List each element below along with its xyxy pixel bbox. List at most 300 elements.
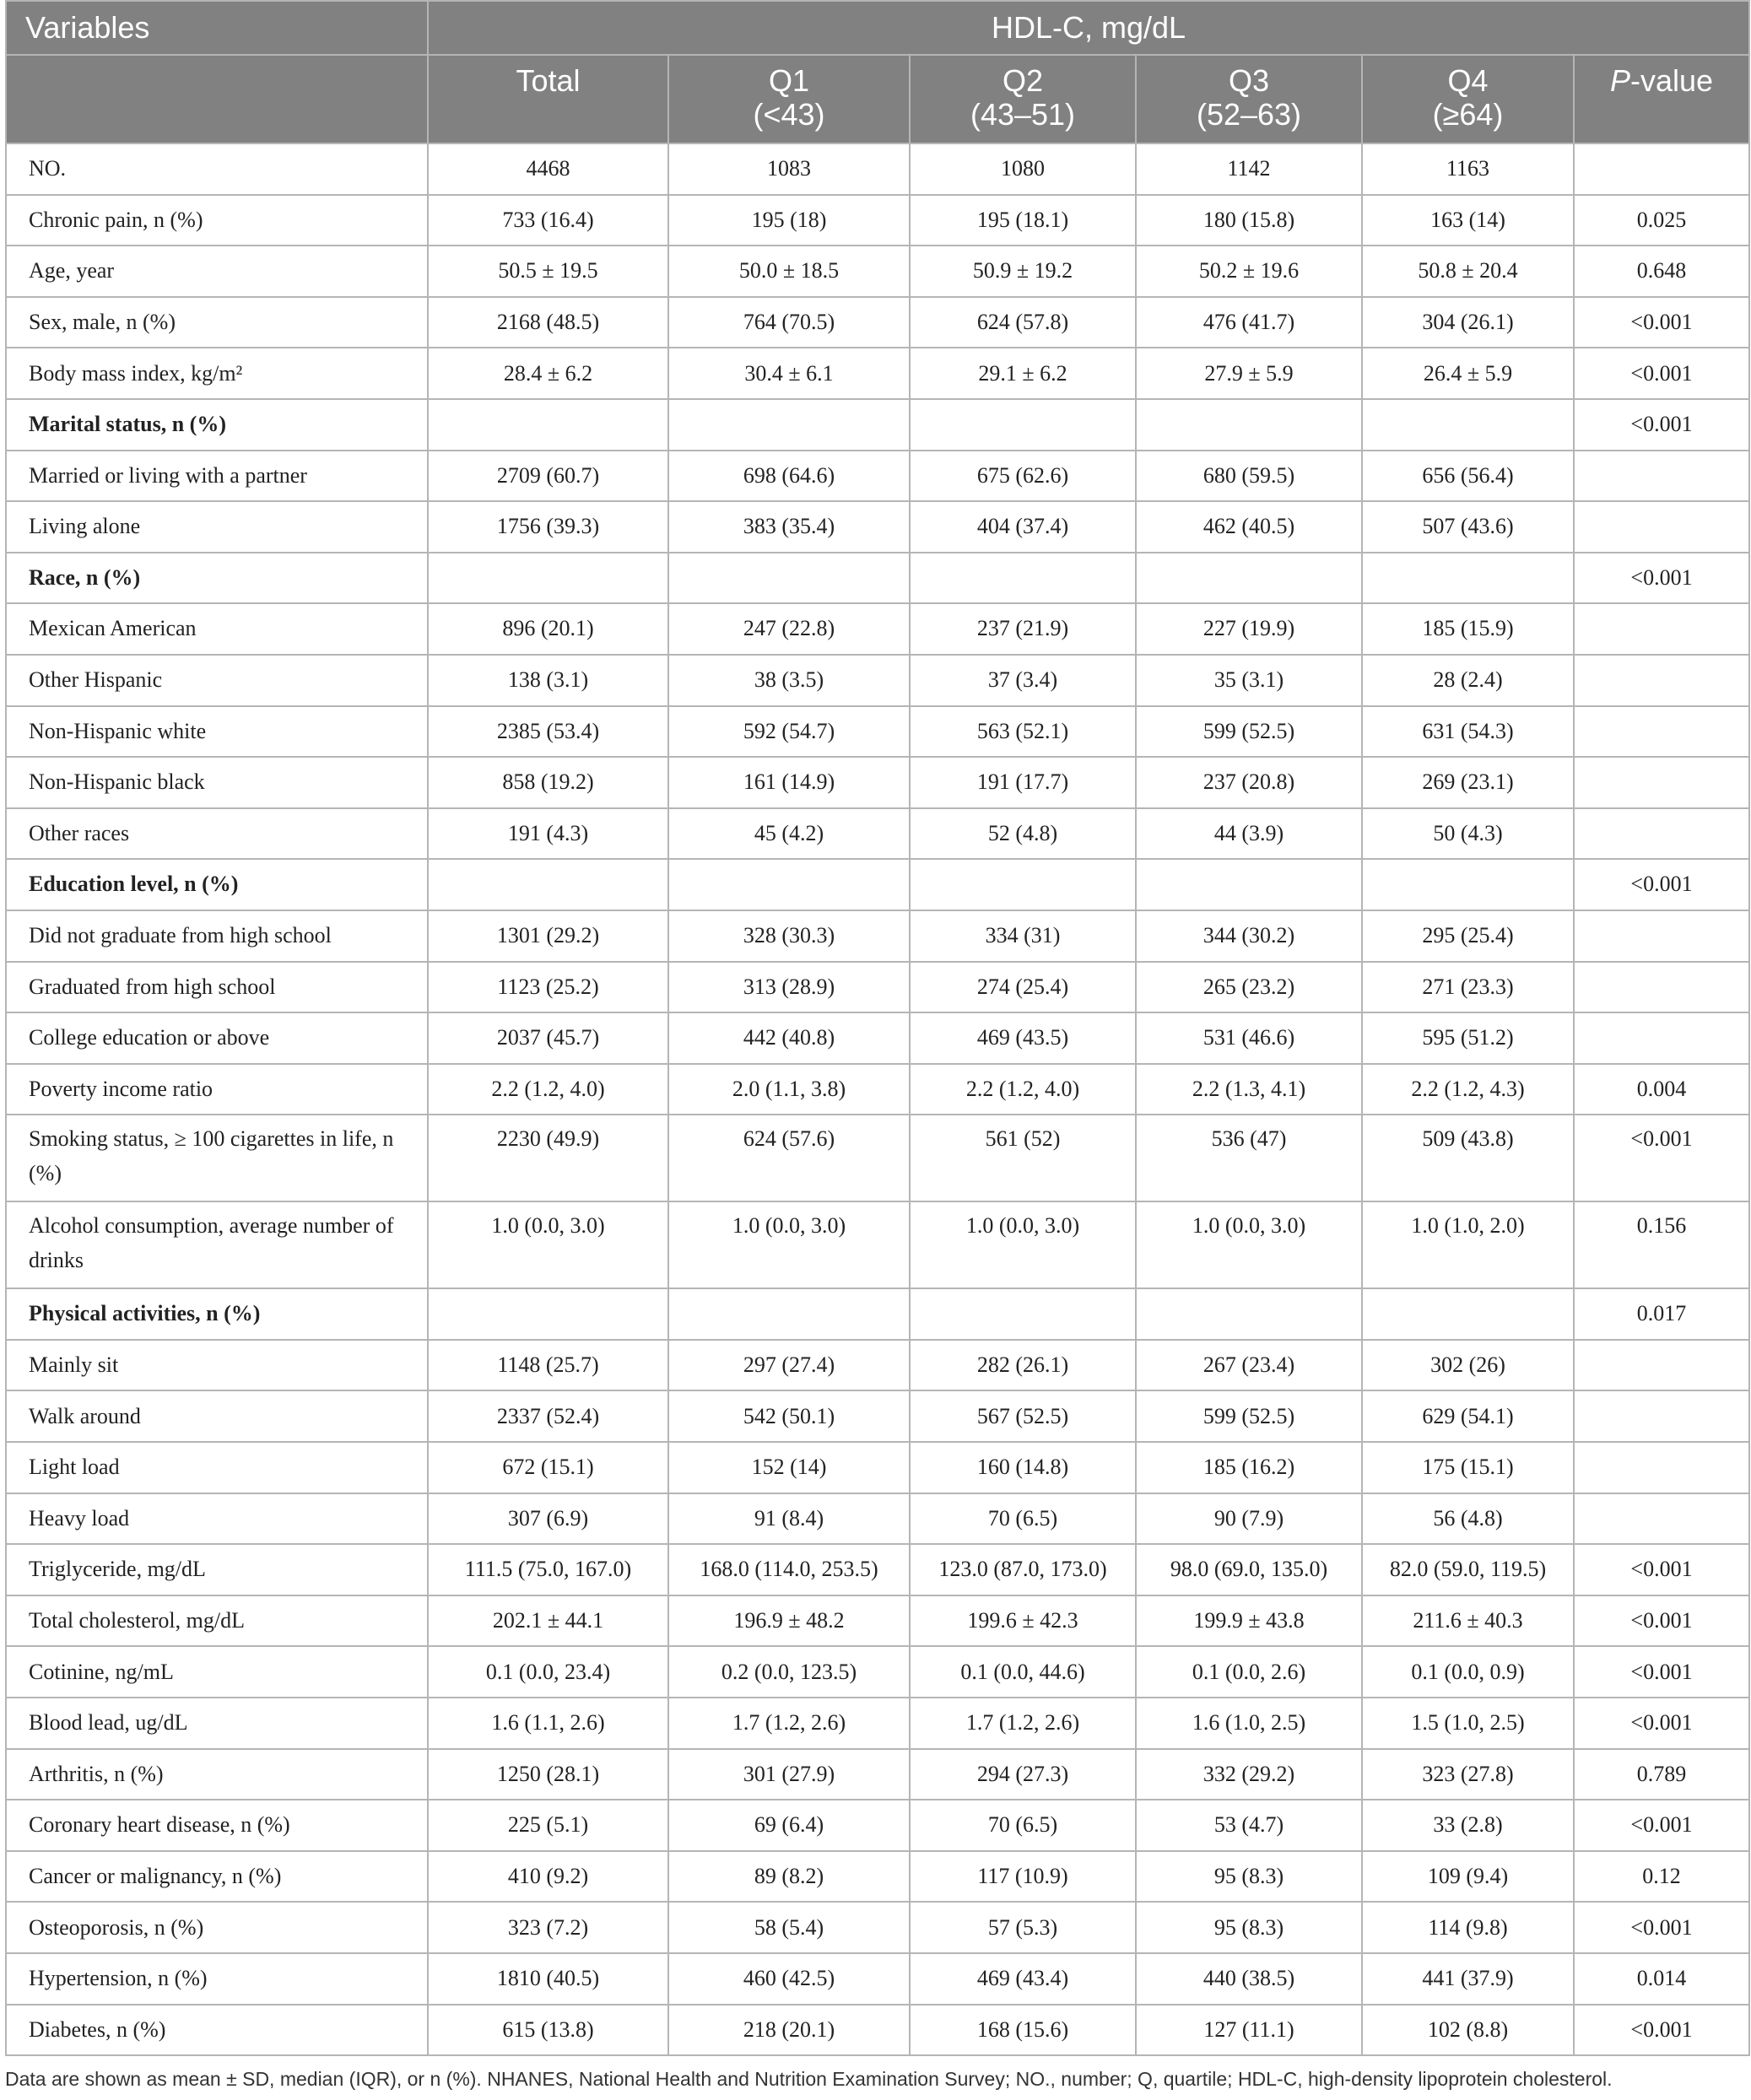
row-label: Non-Hispanic black	[6, 757, 428, 808]
cell-q2: 675 (62.6)	[910, 451, 1136, 502]
cell-pvalue	[1574, 1493, 1749, 1545]
cell-q4: 595 (51.2)	[1362, 1012, 1574, 1064]
cell-pvalue: <0.001	[1574, 348, 1749, 399]
cell-q2: 294 (27.3)	[910, 1749, 1136, 1800]
cell-total: 323 (7.2)	[428, 1902, 668, 1953]
table-row	[6, 501, 1749, 553]
pvalue-suffix: -value	[1629, 63, 1714, 98]
cell-q1: 38 (3.5)	[668, 655, 910, 706]
cell-q1: 442 (40.8)	[668, 1012, 910, 1064]
section-row	[6, 399, 1749, 451]
cell-q4: 114 (9.8)	[1362, 1902, 1574, 1953]
row-label: Cotinine, ng/mL	[6, 1646, 428, 1698]
cell-q3: 50.2 ± 19.6	[1136, 246, 1362, 297]
cell-q4	[1362, 399, 1574, 451]
cell-q2: 469 (43.4)	[910, 1953, 1136, 2005]
col-range: (≥64)	[1432, 96, 1504, 132]
cell-q3: 680 (59.5)	[1136, 451, 1362, 502]
cell-q3: 53 (4.7)	[1136, 1800, 1362, 1851]
cell-q1: 542 (50.1)	[668, 1390, 910, 1442]
table-row	[6, 655, 1749, 706]
cell-q3: 180 (15.8)	[1136, 195, 1362, 246]
col-header-total	[428, 55, 668, 143]
cell-q2: 52 (4.8)	[910, 808, 1136, 860]
cell-q2: 334 (31)	[910, 910, 1136, 962]
table-row	[6, 1698, 1749, 1749]
row-label: Blood lead, ug/dL	[6, 1698, 428, 1749]
cell-q1: 58 (5.4)	[668, 1902, 910, 1953]
cell-q4: 1163	[1362, 143, 1574, 195]
cell-q4: 175 (15.1)	[1362, 1442, 1574, 1493]
row-label: Alcohol consumption, average number of drinks	[6, 1201, 428, 1288]
table-row	[6, 2005, 1749, 2056]
cell-total: 672 (15.1)	[428, 1442, 668, 1493]
cell-q1: 624 (57.6)	[668, 1115, 910, 1201]
cell-pvalue	[1574, 451, 1749, 502]
cell-q4: 0.1 (0.0, 0.9)	[1362, 1646, 1574, 1698]
cell-pvalue: <0.001	[1574, 1595, 1749, 1647]
table-row	[6, 143, 1749, 195]
cell-pvalue	[1574, 1390, 1749, 1442]
cell-total: 1.6 (1.1, 2.6)	[428, 1698, 668, 1749]
cell-total: 2037 (45.7)	[428, 1012, 668, 1064]
cell-q1: 2.0 (1.1, 3.8)	[668, 1064, 910, 1115]
cell-q2: 1080	[910, 143, 1136, 195]
cell-q1: 195 (18)	[668, 195, 910, 246]
cell-q4: 1.5 (1.0, 2.5)	[1362, 1698, 1574, 1749]
row-label: Diabetes, n (%)	[6, 2005, 428, 2056]
cell-q1: 89 (8.2)	[668, 1851, 910, 1903]
col-range: (<43)	[753, 96, 825, 132]
cell-q4: 211.6 ± 40.3	[1362, 1595, 1574, 1647]
cell-pvalue: <0.001	[1574, 553, 1749, 604]
cell-q4: 50.8 ± 20.4	[1362, 246, 1574, 297]
cell-pvalue	[1574, 501, 1749, 553]
cell-total: 2337 (52.4)	[428, 1390, 668, 1442]
cell-q3	[1136, 1288, 1362, 1340]
table-row	[6, 451, 1749, 502]
cell-q4: 631 (54.3)	[1362, 706, 1574, 758]
table-row	[6, 1749, 1749, 1800]
cell-q1: 0.2 (0.0, 123.5)	[668, 1646, 910, 1698]
cell-q4: 441 (37.9)	[1362, 1953, 1574, 2005]
cell-q1: 313 (28.9)	[668, 962, 910, 1013]
cell-q2	[910, 399, 1136, 451]
table-footnote: Data are shown as mean ± SD, median (IQR), or n (%). NHANES, National Health and Nutrition Examination Survey; NO., number; Q, quartile; HDL-C, high-density lipoprotein cholesterol.	[5, 2068, 1613, 2090]
cell-total: 307 (6.9)	[428, 1493, 668, 1545]
col-header-pvalue	[1574, 55, 1749, 143]
cell-q4: 656 (56.4)	[1362, 451, 1574, 502]
row-label: Sex, male, n (%)	[6, 297, 428, 348]
cell-q2: 123.0 (87.0, 173.0)	[910, 1544, 1136, 1595]
cell-q2: 70 (6.5)	[910, 1800, 1136, 1851]
cell-q1: 168.0 (114.0, 253.5)	[668, 1544, 910, 1595]
cell-q1: 698 (64.6)	[668, 451, 910, 502]
table-row	[6, 1340, 1749, 1391]
row-label: Arthritis, n (%)	[6, 1749, 428, 1800]
cell-pvalue: <0.001	[1574, 1800, 1749, 1851]
row-label: Chronic pain, n (%)	[6, 195, 428, 246]
cell-pvalue: 0.156	[1574, 1201, 1749, 1288]
cell-q2: 191 (17.7)	[910, 757, 1136, 808]
cell-q2: 274 (25.4)	[910, 962, 1136, 1013]
cell-q1: 764 (70.5)	[668, 297, 910, 348]
row-label: Mainly sit	[6, 1340, 428, 1391]
cell-total: 225 (5.1)	[428, 1800, 668, 1851]
hdl-group-header: HDL-C, mg/dL	[428, 1, 1749, 55]
cell-q3: 27.9 ± 5.9	[1136, 348, 1362, 399]
cell-q3: 599 (52.5)	[1136, 706, 1362, 758]
cell-total: 2230 (49.9)	[428, 1115, 668, 1201]
cell-pvalue: <0.001	[1574, 1544, 1749, 1595]
section-row	[6, 859, 1749, 910]
cell-q1: 218 (20.1)	[668, 2005, 910, 2056]
row-label: Living alone	[6, 501, 428, 553]
cell-q2: 563 (52.1)	[910, 706, 1136, 758]
row-label: Triglyceride, mg/dL	[6, 1544, 428, 1595]
cell-pvalue	[1574, 655, 1749, 706]
row-label: Light load	[6, 1442, 428, 1493]
cell-q3	[1136, 859, 1362, 910]
table-row	[6, 706, 1749, 758]
cell-q3: 95 (8.3)	[1136, 1851, 1362, 1903]
row-label: Physical activities, n (%)	[6, 1288, 428, 1340]
cell-q3: 185 (16.2)	[1136, 1442, 1362, 1493]
cell-q2: 624 (57.8)	[910, 297, 1136, 348]
cell-q1: 1.7 (1.2, 2.6)	[668, 1698, 910, 1749]
cell-pvalue: <0.001	[1574, 1902, 1749, 1953]
cell-q1: 328 (30.3)	[668, 910, 910, 962]
cell-q2: 2.2 (1.2, 4.0)	[910, 1064, 1136, 1115]
col-range: (52–63)	[1196, 96, 1302, 132]
cell-q3: 476 (41.7)	[1136, 297, 1362, 348]
cell-q1: 592 (54.7)	[668, 706, 910, 758]
cell-total: 2385 (53.4)	[428, 706, 668, 758]
cell-q1	[668, 553, 910, 604]
cell-q4: 323 (27.8)	[1362, 1749, 1574, 1800]
cell-q2: 160 (14.8)	[910, 1442, 1136, 1493]
cell-q2: 199.6 ± 42.3	[910, 1595, 1136, 1647]
cell-q2: 57 (5.3)	[910, 1902, 1136, 1953]
cell-total: 2.2 (1.2, 4.0)	[428, 1064, 668, 1115]
cell-total: 0.1 (0.0, 23.4)	[428, 1646, 668, 1698]
cell-q3: 98.0 (69.0, 135.0)	[1136, 1544, 1362, 1595]
row-label: Heavy load	[6, 1493, 428, 1545]
col-header-q1	[668, 55, 910, 143]
row-label: Married or living with a partner	[6, 451, 428, 502]
table-row	[6, 603, 1749, 655]
cell-pvalue: 0.004	[1574, 1064, 1749, 1115]
cell-total: 1148 (25.7)	[428, 1340, 668, 1391]
cell-q3: 332 (29.2)	[1136, 1749, 1362, 1800]
cell-q2: 404 (37.4)	[910, 501, 1136, 553]
row-label: NO.	[6, 143, 428, 195]
cell-q3: 531 (46.6)	[1136, 1012, 1362, 1064]
cell-q3: 199.9 ± 43.8	[1136, 1595, 1362, 1647]
cell-q4	[1362, 859, 1574, 910]
cell-q1: 45 (4.2)	[668, 808, 910, 860]
table-container	[5, 0, 1748, 2056]
cell-pvalue	[1574, 143, 1749, 195]
row-label: Non-Hispanic white	[6, 706, 428, 758]
cell-q3: 95 (8.3)	[1136, 1902, 1362, 1953]
col-header-q4	[1362, 55, 1574, 143]
row-label: Poverty income ratio	[6, 1064, 428, 1115]
row-label: Coronary heart disease, n (%)	[6, 1800, 428, 1851]
cell-total: 191 (4.3)	[428, 808, 668, 860]
cell-q2: 37 (3.4)	[910, 655, 1136, 706]
cell-q2: 469 (43.5)	[910, 1012, 1136, 1064]
cell-q2: 50.9 ± 19.2	[910, 246, 1136, 297]
row-label: Race, n (%)	[6, 553, 428, 604]
cell-q3: 44 (3.9)	[1136, 808, 1362, 860]
cell-total: 1123 (25.2)	[428, 962, 668, 1013]
cell-q4: 109 (9.4)	[1362, 1851, 1574, 1903]
cell-q3: 1.0 (0.0, 3.0)	[1136, 1201, 1362, 1288]
table-row	[6, 1800, 1749, 1851]
table-row	[6, 1851, 1749, 1903]
cell-q4: 26.4 ± 5.9	[1362, 348, 1574, 399]
col-header-q2	[910, 55, 1136, 143]
cell-q1: 460 (42.5)	[668, 1953, 910, 2005]
col-name: Q4	[1447, 63, 1489, 98]
cell-pvalue: 0.017	[1574, 1288, 1749, 1340]
cell-q2: 29.1 ± 6.2	[910, 348, 1136, 399]
cell-q3: 0.1 (0.0, 2.6)	[1136, 1646, 1362, 1698]
cell-pvalue: 0.12	[1574, 1851, 1749, 1903]
cell-q1: 297 (27.4)	[668, 1340, 910, 1391]
table-row	[6, 1646, 1749, 1698]
cell-q2: 195 (18.1)	[910, 195, 1136, 246]
table-row	[6, 1902, 1749, 1953]
cell-q3: 536 (47)	[1136, 1115, 1362, 1201]
table-row	[6, 1595, 1749, 1647]
table-row	[6, 297, 1749, 348]
cell-q2: 117 (10.9)	[910, 1851, 1136, 1903]
cell-q3: 267 (23.4)	[1136, 1340, 1362, 1391]
cell-q4: 163 (14)	[1362, 195, 1574, 246]
cell-pvalue	[1574, 808, 1749, 860]
cell-q1: 161 (14.9)	[668, 757, 910, 808]
cell-q1	[668, 1288, 910, 1340]
cell-q2: 282 (26.1)	[910, 1340, 1136, 1391]
cell-q1: 383 (35.4)	[668, 501, 910, 553]
col-name: Q2	[1002, 63, 1044, 98]
cell-q4: 304 (26.1)	[1362, 297, 1574, 348]
cell-q1: 69 (6.4)	[668, 1800, 910, 1851]
cell-q4: 629 (54.1)	[1362, 1390, 1574, 1442]
variables-header: Variables	[6, 1, 428, 55]
cell-q3: 265 (23.2)	[1136, 962, 1362, 1013]
cell-q3: 35 (3.1)	[1136, 655, 1362, 706]
cell-pvalue	[1574, 706, 1749, 758]
cell-total	[428, 1288, 668, 1340]
table-row	[6, 808, 1749, 860]
cell-q4: 269 (23.1)	[1362, 757, 1574, 808]
cell-q2: 561 (52)	[910, 1115, 1136, 1201]
cell-q1: 30.4 ± 6.1	[668, 348, 910, 399]
cell-q3: 599 (52.5)	[1136, 1390, 1362, 1442]
table-row	[6, 1953, 1749, 2005]
cell-q4: 271 (23.3)	[1362, 962, 1574, 1013]
cell-q1: 152 (14)	[668, 1442, 910, 1493]
table-row	[6, 1544, 1749, 1595]
cell-total: 4468	[428, 143, 668, 195]
cell-total: 858 (19.2)	[428, 757, 668, 808]
table-row	[6, 1493, 1749, 1545]
cell-q3: 90 (7.9)	[1136, 1493, 1362, 1545]
cell-pvalue	[1574, 1340, 1749, 1391]
cell-q3	[1136, 553, 1362, 604]
cell-q3	[1136, 399, 1362, 451]
cell-pvalue	[1574, 910, 1749, 962]
cell-q1	[668, 399, 910, 451]
row-label: Marital status, n (%)	[6, 399, 428, 451]
table-row	[6, 348, 1749, 399]
col-name: Q1	[768, 63, 810, 98]
cell-q3: 127 (11.1)	[1136, 2005, 1362, 2056]
cell-q4: 82.0 (59.0, 119.5)	[1362, 1544, 1574, 1595]
cell-q2	[910, 859, 1136, 910]
section-row	[6, 553, 1749, 604]
cell-total: 410 (9.2)	[428, 1851, 668, 1903]
cell-q2: 1.7 (1.2, 2.6)	[910, 1698, 1136, 1749]
cell-q1: 91 (8.4)	[668, 1493, 910, 1545]
cell-q3: 2.2 (1.3, 4.1)	[1136, 1064, 1362, 1115]
row-label: Hypertension, n (%)	[6, 1953, 428, 2005]
cell-total: 111.5 (75.0, 167.0)	[428, 1544, 668, 1595]
cell-total: 615 (13.8)	[428, 2005, 668, 2056]
cell-pvalue: <0.001	[1574, 2005, 1749, 2056]
cell-total	[428, 399, 668, 451]
cell-pvalue: <0.001	[1574, 1115, 1749, 1201]
cell-pvalue: 0.014	[1574, 1953, 1749, 2005]
row-label: Education level, n (%)	[6, 859, 428, 910]
cell-q4: 56 (4.8)	[1362, 1493, 1574, 1545]
cell-q4: 507 (43.6)	[1362, 501, 1574, 553]
table-row	[6, 1064, 1749, 1115]
col-name: Q3	[1228, 63, 1270, 98]
cell-q3: 227 (19.9)	[1136, 603, 1362, 655]
pvalue-letter: P	[1609, 63, 1630, 98]
cell-q2: 1.0 (0.0, 3.0)	[910, 1201, 1136, 1288]
cell-total: 1756 (39.3)	[428, 501, 668, 553]
table-row	[6, 246, 1749, 297]
row-label: Other races	[6, 808, 428, 860]
row-label: Osteoporosis, n (%)	[6, 1902, 428, 1953]
cell-q4: 185 (15.9)	[1362, 603, 1574, 655]
cell-q4: 509 (43.8)	[1362, 1115, 1574, 1201]
cell-total: 2168 (48.5)	[428, 297, 668, 348]
row-label: Body mass index, kg/m²	[6, 348, 428, 399]
cell-q1: 50.0 ± 18.5	[668, 246, 910, 297]
cell-q4: 28 (2.4)	[1362, 655, 1574, 706]
col-header-q3	[1136, 55, 1362, 143]
cell-pvalue	[1574, 757, 1749, 808]
row-label: Did not graduate from high school	[6, 910, 428, 962]
cell-total: 1301 (29.2)	[428, 910, 668, 962]
table-row	[6, 962, 1749, 1013]
table-row	[6, 910, 1749, 962]
cell-pvalue: 0.789	[1574, 1749, 1749, 1800]
cell-q2	[910, 1288, 1136, 1340]
cell-total: 1810 (40.5)	[428, 1953, 668, 2005]
row-label: Age, year	[6, 246, 428, 297]
cell-q2: 0.1 (0.0, 44.6)	[910, 1646, 1136, 1698]
cell-q1	[668, 859, 910, 910]
cell-q4	[1362, 553, 1574, 604]
section-row	[6, 1288, 1749, 1340]
cell-q4: 2.2 (1.2, 4.3)	[1362, 1064, 1574, 1115]
cell-q2: 237 (21.9)	[910, 603, 1136, 655]
row-label: Smoking status, ≥ 100 cigarettes in life, n (%)	[6, 1115, 428, 1201]
cell-q1: 1083	[668, 143, 910, 195]
cell-q4: 1.0 (1.0, 2.0)	[1362, 1201, 1574, 1288]
cell-q3: 440 (38.5)	[1136, 1953, 1362, 2005]
cell-pvalue	[1574, 1012, 1749, 1064]
cell-total	[428, 553, 668, 604]
cell-q3: 237 (20.8)	[1136, 757, 1362, 808]
table-row	[6, 1390, 1749, 1442]
cell-q4: 50 (4.3)	[1362, 808, 1574, 860]
col-name: Total	[516, 63, 581, 98]
cell-q3: 344 (30.2)	[1136, 910, 1362, 962]
table-row	[6, 1012, 1749, 1064]
cell-pvalue: 0.648	[1574, 246, 1749, 297]
table-row	[6, 1115, 1749, 1201]
row-label: Graduated from high school	[6, 962, 428, 1013]
table-row	[6, 1442, 1749, 1493]
cell-total: 138 (3.1)	[428, 655, 668, 706]
cell-total: 1250 (28.1)	[428, 1749, 668, 1800]
baseline-characteristics-table	[5, 0, 1750, 2056]
col-range: (43–51)	[970, 96, 1076, 132]
cell-total: 2709 (60.7)	[428, 451, 668, 502]
cell-total	[428, 859, 668, 910]
cell-pvalue: <0.001	[1574, 1646, 1749, 1698]
cell-pvalue	[1574, 1442, 1749, 1493]
cell-q4: 102 (8.8)	[1362, 2005, 1574, 2056]
cell-total: 50.5 ± 19.5	[428, 246, 668, 297]
cell-pvalue	[1574, 962, 1749, 1013]
cell-q2: 567 (52.5)	[910, 1390, 1136, 1442]
cell-q1: 1.0 (0.0, 3.0)	[668, 1201, 910, 1288]
row-label: Cancer or malignancy, n (%)	[6, 1851, 428, 1903]
cell-total: 202.1 ± 44.1	[428, 1595, 668, 1647]
cell-pvalue: <0.001	[1574, 859, 1749, 910]
row-label: Mexican American	[6, 603, 428, 655]
table-header	[6, 1, 1749, 143]
table-row	[6, 1201, 1749, 1288]
cell-q1: 301 (27.9)	[668, 1749, 910, 1800]
cell-pvalue: <0.001	[1574, 1698, 1749, 1749]
cell-pvalue: <0.001	[1574, 399, 1749, 451]
cell-q2: 70 (6.5)	[910, 1493, 1136, 1545]
cell-total: 733 (16.4)	[428, 195, 668, 246]
table-row	[6, 195, 1749, 246]
cell-q1: 247 (22.8)	[668, 603, 910, 655]
cell-pvalue	[1574, 603, 1749, 655]
cell-q3: 1.6 (1.0, 2.5)	[1136, 1698, 1362, 1749]
cell-q1: 196.9 ± 48.2	[668, 1595, 910, 1647]
table-row	[6, 757, 1749, 808]
cell-q3: 462 (40.5)	[1136, 501, 1362, 553]
variables-subheader-empty	[6, 55, 428, 143]
cell-total: 896 (20.1)	[428, 603, 668, 655]
cell-total: 1.0 (0.0, 3.0)	[428, 1201, 668, 1288]
cell-q4: 302 (26)	[1362, 1340, 1574, 1391]
table-body	[6, 143, 1749, 2055]
